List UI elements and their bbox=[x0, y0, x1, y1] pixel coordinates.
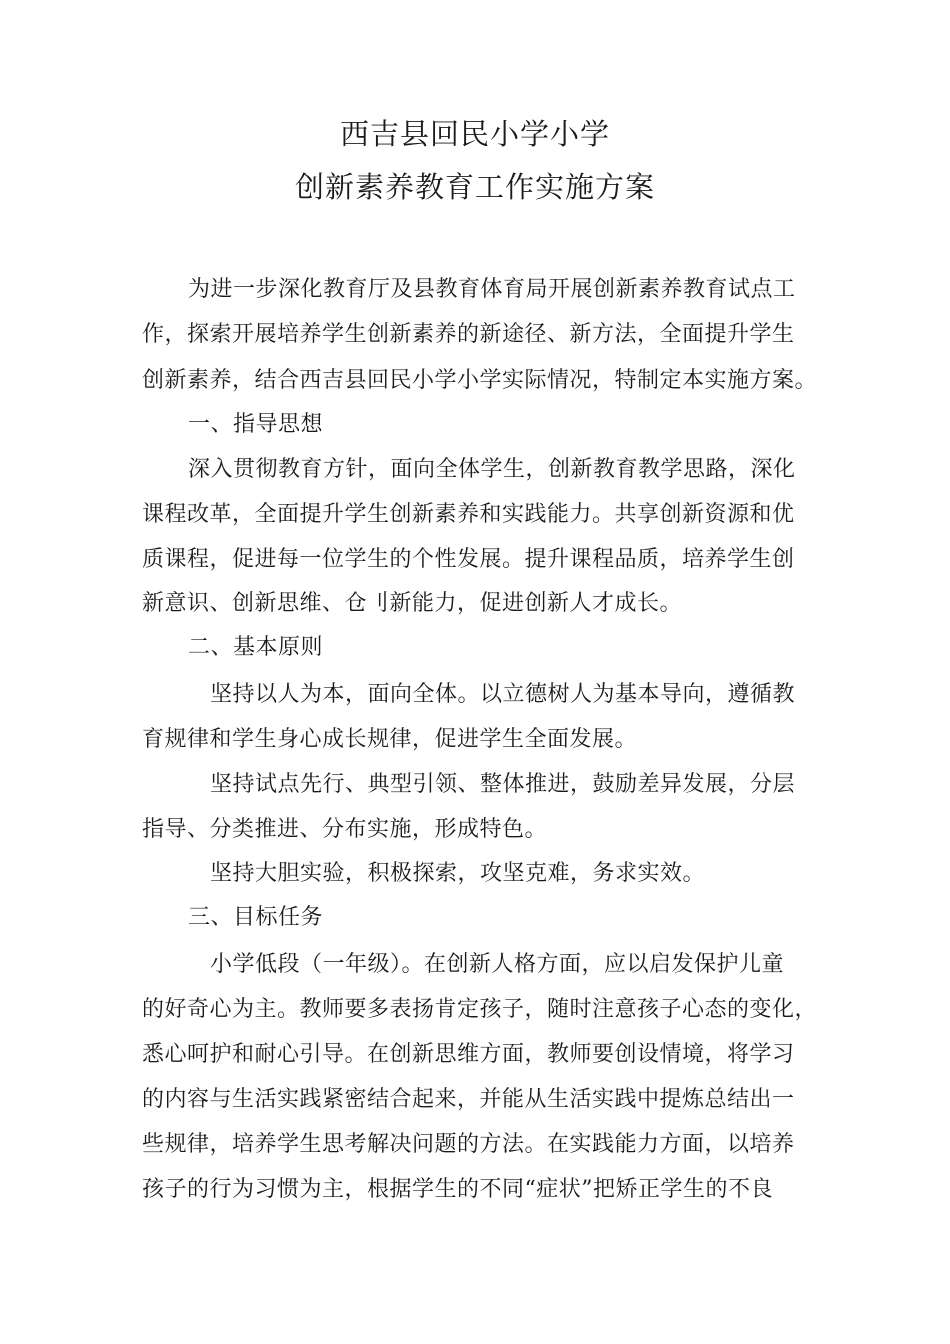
paragraph-line: 育规律和学生身心成长规律，促进学生全面发展。 bbox=[142, 727, 638, 752]
section-heading: 三、目标任务 bbox=[188, 905, 324, 930]
paragraph-line: 的好奇心为主。教师要多表扬肯定孩子，随时注意孩子心态的变化， bbox=[142, 997, 818, 1022]
paragraph-line: 为进一步深化教育厅及县教育体育局开展创新素养教育试点工 bbox=[188, 277, 796, 302]
section-heading: 二、基本原则 bbox=[188, 635, 324, 660]
document-title-line1: 西吉县回民小学小学 bbox=[339, 117, 610, 151]
paragraph-line: 创新素养，结合西吉县回民小学小学实际情况，特制定本实施方案。 bbox=[142, 368, 818, 393]
paragraph-line: 坚持以人为本，面向全体。以立德树人为基本导向，遵循教 bbox=[210, 682, 796, 707]
section-heading: 一、指导思想 bbox=[188, 412, 324, 437]
paragraph-line: 课程改革，全面提升学生创新素养和实践能力。共享创新资源和优 bbox=[142, 502, 795, 527]
paragraph-line: 小学低段（一年级）。在创新人格方面，应以启发保护儿童 bbox=[210, 952, 785, 977]
paragraph-line: 指导、分类推进、分布实施，形成特色。 bbox=[142, 817, 548, 842]
paragraph-line: 新意识、创新思维、仓刂新能力，促进创新人才成长。 bbox=[142, 591, 683, 616]
paragraph-line: 坚持大胆实验，积极探索，攻坚克难，务求实效。 bbox=[210, 861, 706, 886]
paragraph-line: 深入贯彻教育方针，面向全体学生，创新教育教学思路，深化 bbox=[188, 457, 796, 482]
paragraph-line: 坚持试点先行、典型引领、整体推进，鼓励差异发展，分层 bbox=[210, 772, 796, 797]
paragraph-line: 些规律，培养学生思考解决问题的方法。在实践能力方面，以培养 bbox=[142, 1132, 795, 1157]
paragraph-line: 的内容与生活实践紧密结合起来，并能从生活实践中提炼总结出一 bbox=[142, 1087, 795, 1112]
paragraph-line: 悉心呵护和耐心引导。在创新思维方面，教师要创设情境，将学习 bbox=[142, 1042, 795, 1067]
paragraph-line: 孩子的行为习惯为主，根据学生的不同“症状”把矫正学生的不良 bbox=[142, 1177, 773, 1202]
paragraph-line: 质课程，促进每一位学生的个性发展。提升课程品质，培养学生创 bbox=[142, 547, 795, 572]
paragraph-line: 作，探索开展培养学生创新素养的新途径、新方法，全面提升学生 bbox=[142, 322, 795, 347]
document-title-line2: 创新素养教育工作实施方案 bbox=[294, 170, 655, 204]
